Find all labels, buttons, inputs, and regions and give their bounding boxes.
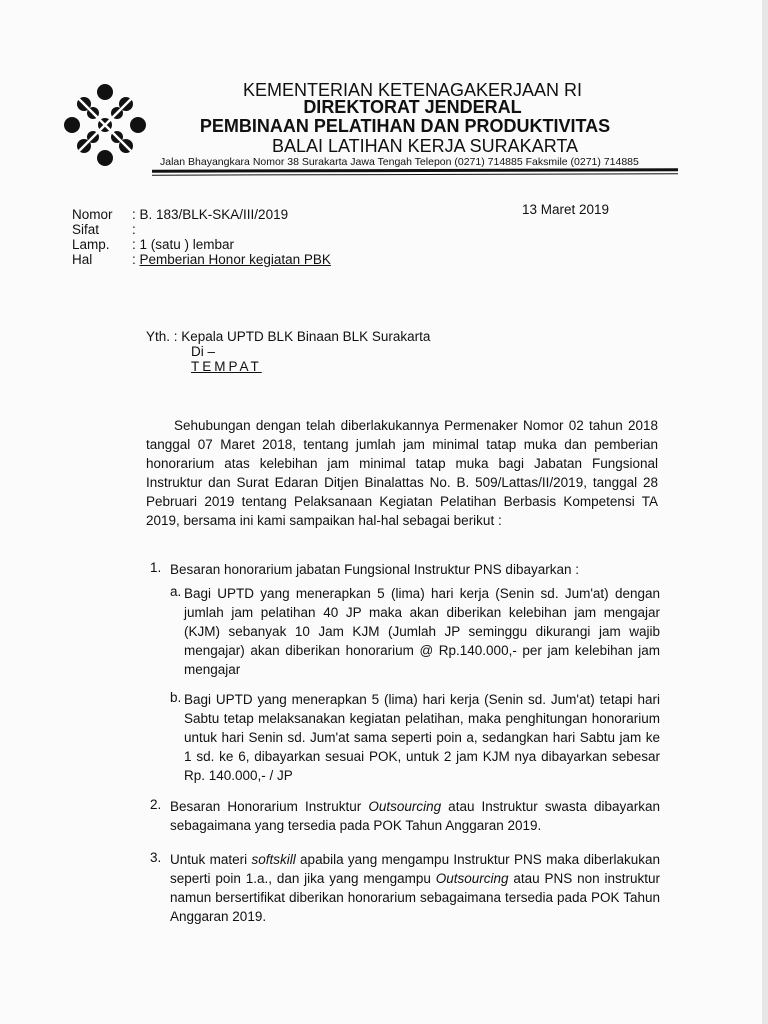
meta-value-sifat: : <box>132 222 136 237</box>
item-1a-letter: a. <box>170 584 182 599</box>
meta-subject: Pemberian Honor kegiatan PBK <box>139 252 331 267</box>
page-edge-shadow <box>762 0 768 1024</box>
header-rule-thick <box>152 168 678 172</box>
header-rule-thin <box>152 173 678 175</box>
header-address: Jalan Bhayangkara Nomor 38 Surakarta Jawa Tengah Telepon (0271) 714885 Faksmile (0271) 714885 <box>160 156 639 168</box>
item-3-number: 3. <box>150 850 162 865</box>
item-1-text: Besaran honorarium jabatan Fungsional Instruktur PNS dibayarkan : <box>170 562 579 577</box>
header-line-2: DIREKTORAT JENDERAL <box>303 97 522 117</box>
meta-value-nomor: : B. 183/BLK-SKA/III/2019 <box>132 207 289 222</box>
ministry-logo-icon <box>60 80 150 170</box>
letter-meta <box>72 207 372 267</box>
meta-value-hal: : Pemberian Honor kegiatan PBK <box>132 252 331 267</box>
item-3-text: Untuk materi softskill apabila yang mengampu Instruktur PNS maka diberlakukan seperti poin 1.a., dan jika yang mengampu Outsourcing atau PNS non instruktur namun bersertifikat diberikan honorarium sebagaimana tersedia pada POK Tahun Anggaran 2019. <box>170 852 661 924</box>
item-1a-text: Bagi UPTD yang menerapkan 5 (lima) hari kerja (Senin sd. Jum'at) dengan jumlah jam pelatihan 40 JP maka akan diberikan kelebihan jam mengajar (KJM) sebanyak 10 Jam KJM (Jumlah JP seminggu dikurangi jam wajib mengajar) akan diberikan honorarium @ Rp.140.000,- per jam kelebihan jam mengajar <box>184 586 660 677</box>
item-2-text: Besaran Honorarium Instruktur Outsourcing atau Instruktur swasta dibayarkan sebagaimana yang tersedia pada POK Tahun Anggaran 2019. <box>170 799 661 833</box>
header-line-3: PEMBINAAN PELATIHAN DAN PRODUKTIVITAS <box>199 116 611 136</box>
meta-label-nomor: Nomor <box>72 207 113 222</box>
meta-label-lamp: Lamp. <box>72 237 110 252</box>
item-1b-text: Bagi UPTD yang menerapkan 5 (lima) hari kerja (Senin sd. Jum'at) tetapi hari Sabtu tetap melaksanakan kegiatan pelatihan, maka penghitungan honorarium untuk hari Senin sd. Jum'at sama seperti poin a, sedangkan hari Sabtu jam ke 1 sd. ke 6, dibayarkan sesuai POK, untuk 2 jam KJM nya dibayarkan sebesar Rp. 140.000,- / JP <box>184 692 660 783</box>
item-1-number: 1. <box>150 560 162 575</box>
recipient-di: Di – <box>191 344 216 359</box>
recipient-line: Yth. : Kepala UPTD BLK Binaan BLK Surakarta <box>146 329 431 344</box>
meta-value-lamp: : 1 (satu ) lembar <box>132 237 235 252</box>
recipient-place: TEMPAT <box>191 359 262 374</box>
header-line-4: BALAI LATIHAN KERJA SURAKARTA <box>271 136 579 156</box>
meta-label-hal: Hal <box>72 252 93 267</box>
item-1b-letter: b. <box>170 690 182 705</box>
meta-label-sifat: Sifat <box>72 222 100 237</box>
header-line-1: KEMENTERIAN KETENAGAKERJAAN RI <box>242 80 583 100</box>
letter-date: 13 Maret 2019 <box>522 202 610 217</box>
item-2-number: 2. <box>150 797 162 812</box>
body-intro: Sehubungan dengan telah diberlakukannya Permenaker Nomor 02 tahun 2018 tanggal 07 Maret 2018, tentang jumlah jam minimal tatap muka dan pemberian honorarium atas kelebihan jam minimal tatap muka bagi Jabatan Fungsional Instruktur dan Surat Edaran Ditjen Binalattas No. B. 509/Lattas/II/2019, tanggal 28 Pebruari 2019 tentang Pelaksanaan Kegiatan Pelatihan Berbasis Kompetensi TA 2019, bersama ini kami sampaikan hal-hal sebagai berikut : <box>146 418 658 528</box>
